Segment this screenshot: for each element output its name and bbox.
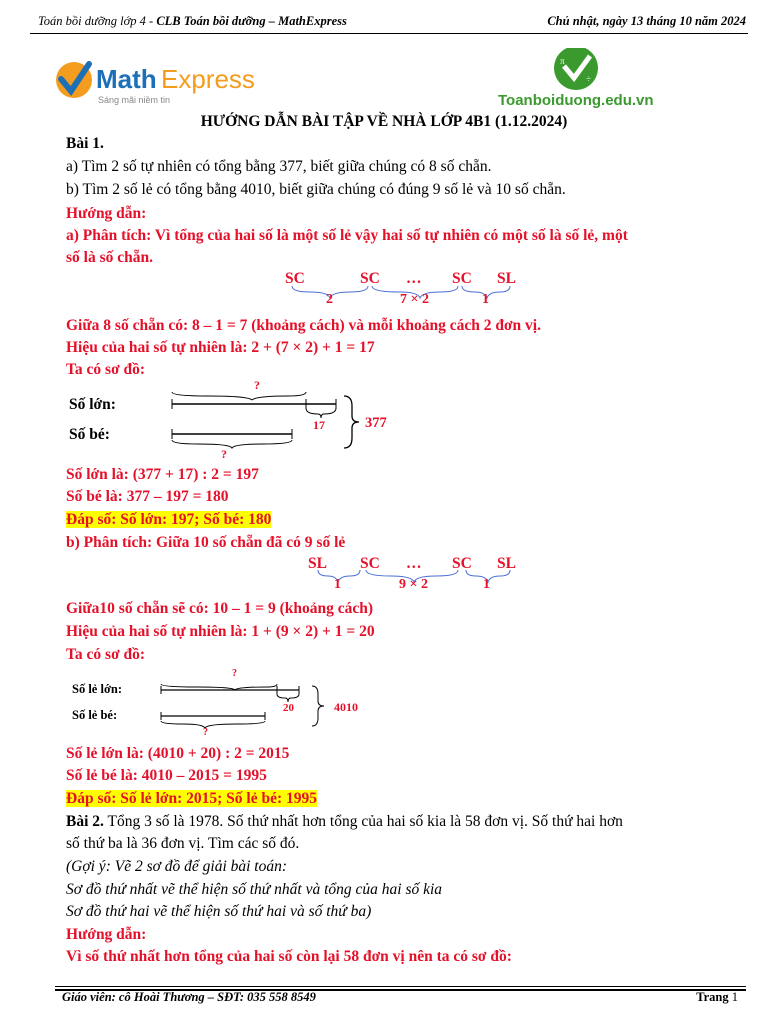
bai2-l1: Bài 2. Tổng 3 số là 1978. Số thứ nhất hơn tổng của hai số kia là 58 đơn vị. Số thứ hai hơn	[66, 813, 623, 830]
seq-b-item: SC	[360, 555, 380, 572]
bai1-a-l1: Giữa 8 số chẵn có: 8 – 1 = 7 (khoảng cách) và mỗi khoảng cách 2 đơn vị.	[66, 317, 541, 334]
diagram-b-q-top: ?	[232, 668, 237, 679]
bai2-l2: số thứ ba là 36 đơn vị. Tìm các số đó.	[66, 835, 300, 852]
bai1-b-answer: Đáp số: Số lẻ lớn: 2015; Số lẻ bé: 1995	[66, 790, 317, 807]
bai1-a: a) Tìm 2 số tự nhiên có tổng bằng 377, biết giữa chúng có 8 số chẵn.	[66, 158, 492, 175]
seq-a-num: 7 × 2	[400, 292, 429, 307]
bai1-a-l3: Ta có sơ đồ:	[66, 361, 146, 378]
seq-a-item: SC	[360, 270, 380, 287]
diagram-b-total: 4010	[334, 700, 358, 714]
toanboiduong-logo	[498, 48, 668, 113]
page-footer	[62, 990, 738, 1005]
seq-a-num: 1	[482, 292, 489, 307]
logo-tagline: Sáng mãi niềm tin	[98, 95, 171, 105]
bai1-b-l1: Giữa10 số chẵn sẽ có: 10 – 1 = 9 (khoảng cách)	[66, 600, 374, 617]
seq-b-num: 9 × 2	[399, 577, 428, 592]
seq-a-num: 2	[326, 292, 333, 307]
diagram-b-big-label: Số lẻ lớn:	[72, 682, 122, 696]
bai1-huong-dan: Hướng dẫn:	[66, 205, 147, 222]
bai2-heading: Bài 2.	[66, 813, 104, 830]
bai1-a-r1: Số lớn là: (377 + 17) : 2 = 197	[66, 466, 259, 483]
diagram-b-brace	[310, 684, 326, 728]
seq-b-num: 1	[334, 577, 341, 592]
bai2-huong-dan: Hướng dẫn:	[66, 926, 147, 943]
page-title: HƯỚNG DẪN BÀI TẬP VỀ NHÀ LỚP 4B1 (1.12.2024)	[200, 113, 568, 130]
header-date: Chủ nhật, ngày 13 tháng 10 năm 2024	[547, 14, 746, 28]
footer-teacher: Giáo viên: cô Hoài Thương – SĐT: 035 558 8549	[62, 990, 316, 1004]
diagram-b-small-label: Số lẻ bé:	[72, 708, 118, 722]
diagram-a-bars	[168, 386, 368, 456]
page-header	[38, 14, 746, 29]
bai1-b-l2: Hiệu của hai số tự nhiên là: 1 + (9 × 2) + 1 = 20	[66, 623, 375, 640]
mathexpress-logo	[54, 58, 254, 113]
header-rule	[30, 33, 748, 34]
diagram-a-total: 377	[365, 415, 387, 431]
bai1-a-answer: Đáp số: Số lớn: 197; Số bé: 180	[66, 511, 272, 528]
seq-a-item: …	[406, 270, 422, 287]
seq-b-item: …	[406, 555, 422, 572]
footer-rule	[55, 986, 746, 987]
bai1-pa1: a) Phân tích: Vì tổng của hai số là một số lẻ vậy hai số tự nhiên có một số là số lẻ, một	[66, 227, 628, 244]
seq-a-item: SC	[285, 270, 305, 287]
bai1-b-r2: Số lẻ bé là: 4010 – 2015 = 1995	[66, 767, 267, 784]
toanboiduong-text: Toanboiduong.edu.vn	[498, 92, 654, 108]
bai1-b-r1: Số lẻ lớn là: (4010 + 20) : 2 = 2015	[66, 745, 290, 762]
bai1-pa2: số là số chẵn.	[66, 249, 153, 266]
seq-b-item: SL	[497, 555, 516, 572]
bai1-heading: Bài 1.	[66, 135, 104, 152]
seq-b-num: 1	[483, 577, 490, 592]
svg-text:π: π	[560, 56, 565, 66]
diagram-b-q-bottom: ?	[203, 727, 208, 738]
diagram-a-diff: 17	[313, 418, 325, 432]
toanboiduong-logo-icon	[498, 48, 668, 108]
seq-a-item: SL	[497, 270, 516, 287]
bai2-hint-2: Sơ đồ thứ nhất vẽ thể hiện số thứ nhất và tổng của hai số kia	[66, 881, 443, 898]
diagram-a-brace	[342, 394, 362, 450]
bai2-hint-3: Sơ đồ thứ hai vẽ thể hiện số thứ hai và số thứ ba)	[66, 903, 372, 920]
seq-a-item: SC	[452, 270, 472, 287]
footer-page: Trang 1	[696, 990, 738, 1004]
bai1-a-r2: Số bé là: 377 – 197 = 180	[66, 488, 229, 505]
bai1-b: b) Tìm 2 số lẻ có tổng bằng 4010, biết giữa chúng có đúng 9 số lẻ và 10 số chẵn.	[66, 181, 566, 198]
bai1-a-l2: Hiệu của hai số tự nhiên là: 2 + (7 × 2) + 1 = 17	[66, 339, 375, 356]
diagram-b-diff: 20	[283, 702, 294, 714]
header-left: Toán bồi dưỡng lớp 4 - CLB Toán bồi dưỡng – MathExpress	[38, 14, 347, 28]
mathexpress-logo-icon	[54, 58, 254, 108]
diagram-a-big-label: Số lớn:	[69, 396, 116, 413]
diagram-a-q-top: ?	[254, 378, 260, 392]
seq-b-item: SC	[452, 555, 472, 572]
bai2-l3: Vì số thứ nhất hơn tổng của hai số còn lại 58 đơn vị nên ta có sơ đồ:	[66, 948, 512, 965]
logo-math: Math	[96, 64, 157, 94]
bai1-b-l3: Ta có sơ đồ:	[66, 646, 146, 663]
logo-express: Express	[161, 64, 254, 94]
diagram-a-small-label: Số bé:	[69, 426, 110, 443]
diagram-a-q-bottom: ?	[221, 447, 227, 461]
seq-b-item: SL	[308, 555, 327, 572]
svg-text:÷: ÷	[586, 74, 591, 84]
bai2-hint-1: (Gợi ý: Vẽ 2 sơ đồ để giải bài toán:	[66, 858, 288, 875]
bai1-pb: b) Phân tích: Giữa 10 số chẵn đã có 9 số lẻ	[66, 534, 346, 551]
